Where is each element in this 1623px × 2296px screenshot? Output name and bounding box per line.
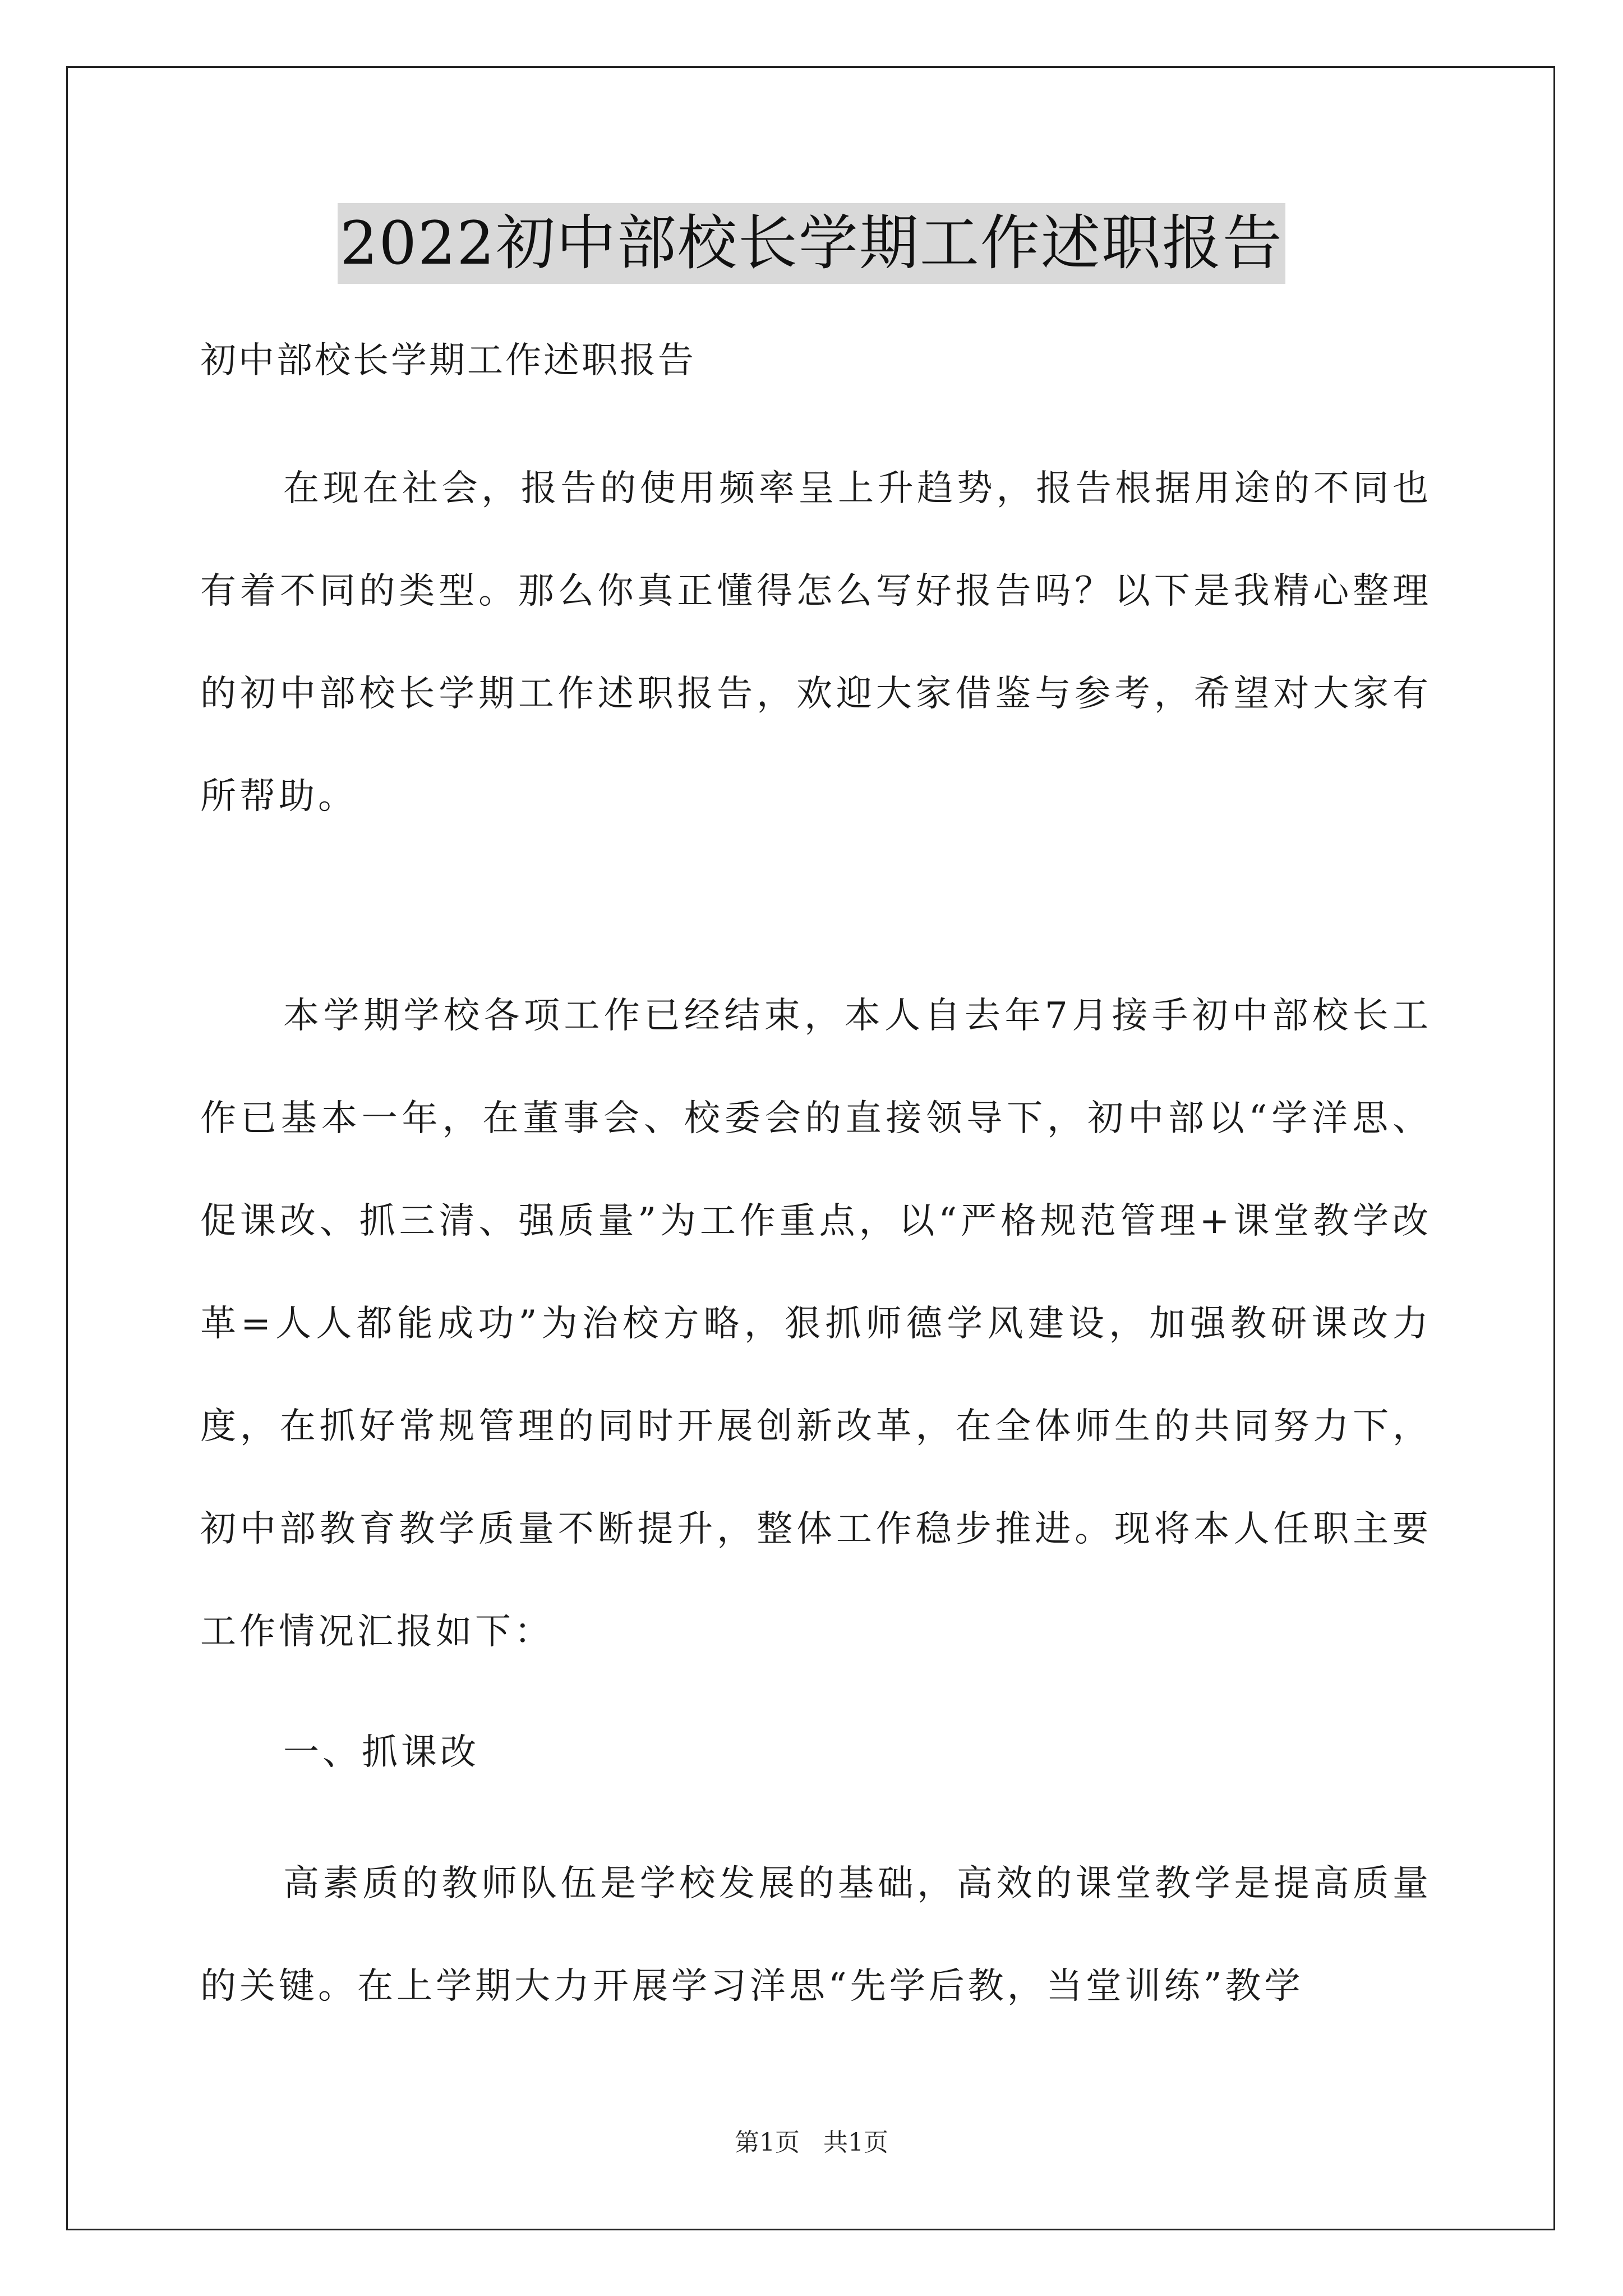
section-heading-1: 一、抓课改 xyxy=(283,1732,479,1773)
document-title: 2022初中部校长学期工作述职报告 xyxy=(338,203,1285,284)
work-summary-paragraph: 本学期学校各项工作已经结束，本人自去年7月接手初中部校长工作已基本一年，在董事会、校委会的直接领导下，初中部以“学洋思、促课改、抓三清、强质量”为工作重点，以“严格规范管理+课堂教学改革=人人都能成功”为治校方略，狠抓师德学风建设，加强教研课改力度，在抓好常规管理的同时开展创新改革，在全体师生的共同努力下，初中部教育教学质量不断提升，整体工作稳步推进。现将本人任职主要工作情况汇报如下： xyxy=(200,995,1432,1653)
document-subtitle: 初中部校长学期工作述职报告 xyxy=(200,340,696,381)
section-1-paragraph: 高素质的教师队伍是学校发展的基础，高效的课堂教学是提高质量的关键。在上学期大力开展学习洋思“先学后教，当堂训练”教学 xyxy=(200,1863,1432,2007)
page-number-footer: 第1页 共1页 xyxy=(735,2128,888,2157)
intro-paragraph: 在现在社会，报告的使用频率呈上升趋势，报告根据用途的不同也有着不同的类型。那么你真正懂得怎么写好报告吗？以下是我精心整理的初中部校长学期工作述职报告，欢迎大家借鉴与参考，希望对大家有所帮助。 xyxy=(200,468,1432,817)
title-area xyxy=(0,203,1623,284)
